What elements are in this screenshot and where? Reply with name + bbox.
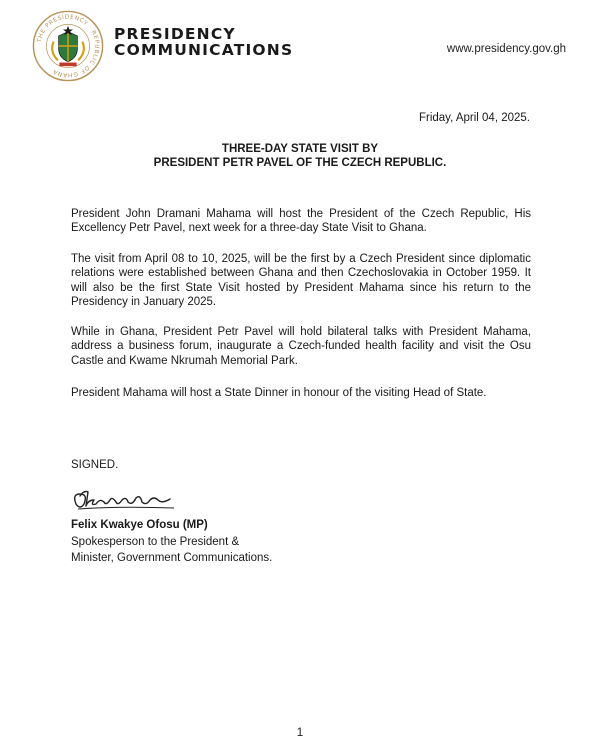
signatory-role-line-1: Spokesperson to the President & (71, 536, 240, 548)
title-line-2: PRESIDENT PETR PAVEL OF THE CZECH REPUBLIC. (153, 157, 447, 169)
signed-label: SIGNED. (71, 459, 119, 471)
website-url: www.presidency.gov.gh (446, 43, 566, 55)
page-number: 1 (296, 727, 304, 739)
signatory-name: Felix Kwakye Ofosu (MP) (71, 519, 208, 531)
svg-text:THE PRESIDENCY · REPUBLIC OF G: THE PRESIDENCY · REPUBLIC OF GHANA (36, 14, 100, 78)
brand-title (114, 26, 293, 58)
signatory-role-line-2: Minister, Government Communications. (71, 551, 273, 564)
brand-line-1: PRESIDENCY (114, 25, 236, 43)
signatory-role (71, 535, 272, 566)
handwritten-signature (70, 482, 180, 516)
body-paragraph-2: The visit from April 08 to 10, 2025, will be the first by a Czech President since diplomatic relations were established between Ghana and then Czechoslovakia in October 1959. It will also be the first State Visit hosted by President Mahama since his return to the Presidency in January 2025. (71, 253, 531, 309)
body-paragraph-3: While in Ghana, President Petr Pavel will hold bilateral talks with President Mahama, address a business forum, inaugurate a Czech-funded health facility and visit the Osu Castle and Kwame Nkrumah Memorial Park. (71, 326, 531, 367)
presidency-seal-logo (32, 10, 104, 82)
body-paragraph-1: President John Dramani Mahama will host the President of the Czech Republic, His Excellency Petr Pavel, next week for a three-day State Visit to Ghana. (71, 208, 531, 235)
release-date: Friday, April 04, 2025. (418, 112, 530, 124)
brand-line-2: COMMUNICATIONS (114, 41, 294, 59)
title-line-1: THREE-DAY STATE VISIT BY (221, 143, 379, 155)
body-paragraph-4: President Mahama will host a State Dinner in honour of the visiting Head of State. (71, 387, 487, 399)
